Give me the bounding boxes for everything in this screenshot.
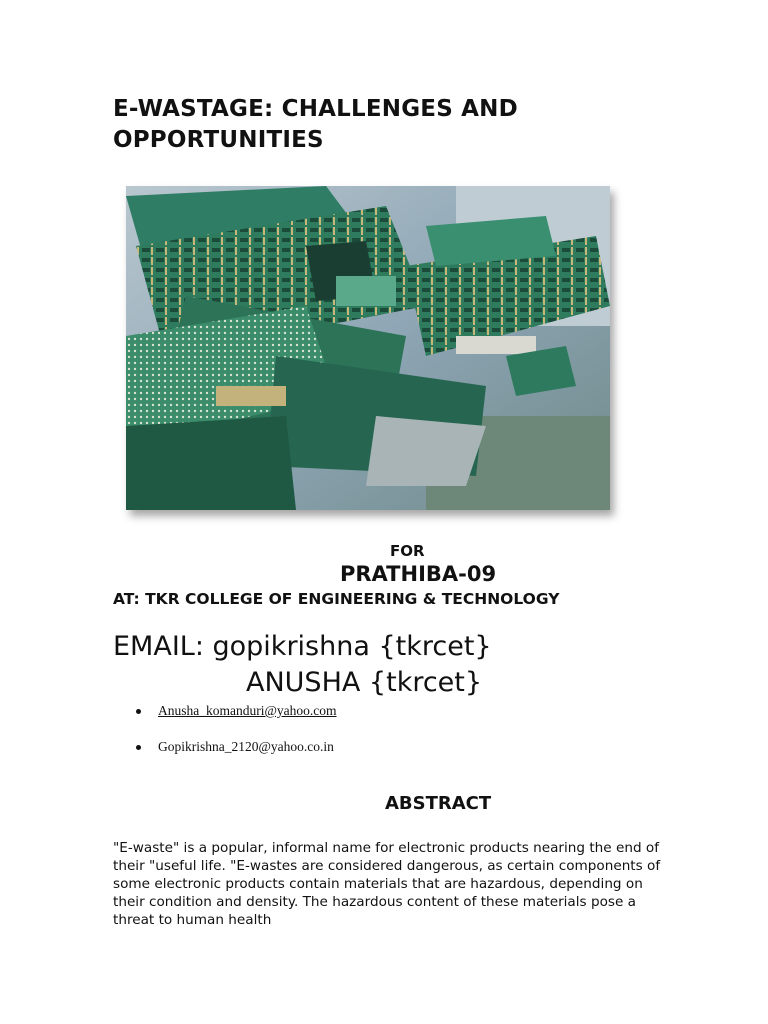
bullet-icon	[136, 709, 141, 714]
abstract-heading: ABSTRACT	[385, 793, 492, 814]
email-list	[136, 702, 337, 774]
venue-line: AT: TKR COLLEGE OF ENGINEERING & TECHNOLOGY	[113, 590, 560, 608]
email-heading-line-1: EMAIL: gopikrishna {tkrcet}	[113, 631, 492, 662]
document-title: E-WASTAGE: CHALLENGES AND OPPORTUNITIES	[113, 96, 518, 153]
email-heading-line-2: ANUSHA {tkrcet}	[246, 667, 483, 698]
email-text: Gopikrishna_2120@yahoo.co.in	[158, 739, 334, 754]
for-label: FOR	[390, 542, 425, 560]
e-waste-photo	[126, 186, 610, 510]
bullet-icon	[136, 745, 141, 750]
abstract-paragraph: "E-waste" is a popular, informal name for electronic products nearing the end of their "useful life. "E-wastes are considered dangerous, as certain components of some electronic products contain materials that are hazardous, depending on their condition and density. The hazardous content of these materials pose a threat to human health	[113, 840, 661, 928]
circuit-boards-illustration	[126, 186, 610, 510]
event-name: PRATHIBA-09	[340, 562, 497, 586]
list-item	[136, 702, 337, 738]
email-link[interactable]: Anusha_komanduri@yahoo.com	[158, 703, 337, 718]
list-item	[136, 738, 337, 774]
